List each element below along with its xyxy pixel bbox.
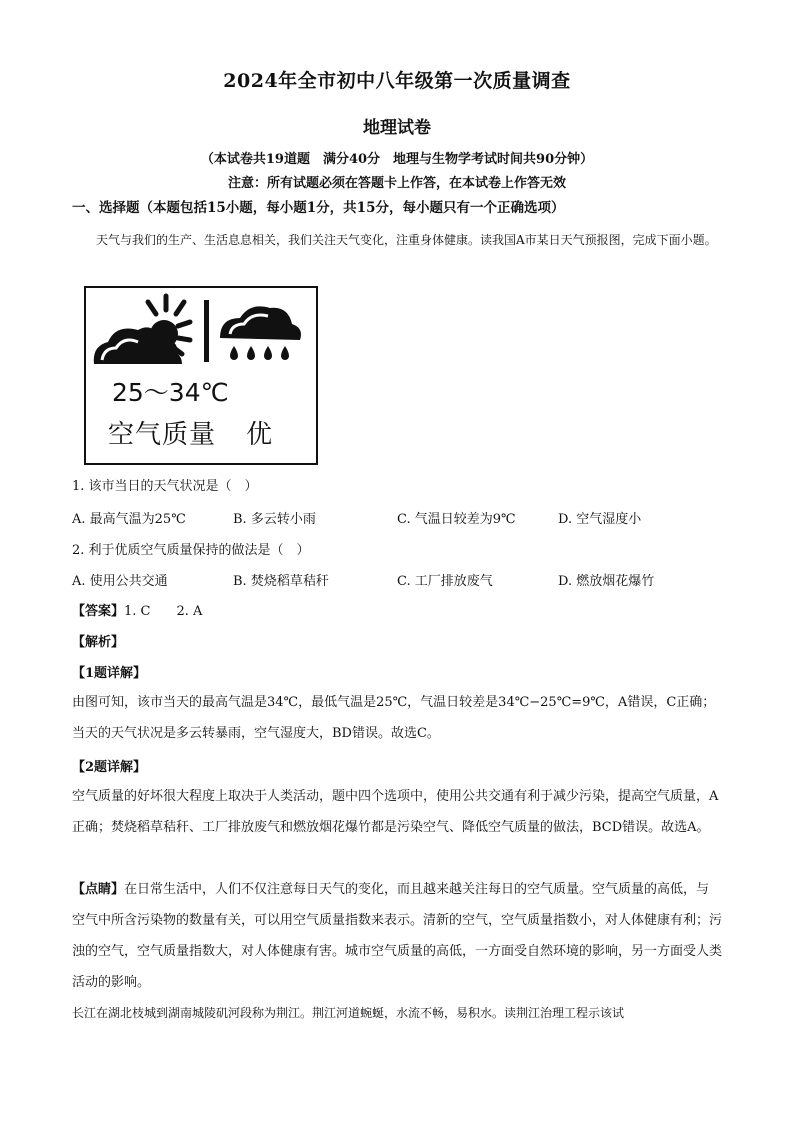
answer-line <box>72 600 722 619</box>
tip-label: 【点睛】 <box>72 882 125 897</box>
question-2-option-d: D. 燃放烟花爆竹 <box>558 574 655 589</box>
sun-behind-cloud-icon <box>94 296 190 364</box>
tip-text: 在日常生活中，人们不仅注意每日天气的变化，而且越来越关注每日的空气质量。空气质量的高低，与空气中所含污染物的数量有关，可以用空气质量指数来表示。清新的空气，空气质量指数小，对人体健康有利；污浊的空气，空气质量指数大，对人体健康有害。城市空气质量的高低，一方面受自然环境的影响，另一方面受人类活动的影响。 <box>72 882 723 990</box>
question-2-option-b: B. 焚烧稻草秸秆 <box>233 574 329 589</box>
answer-text: 1. C 2. A <box>124 604 203 619</box>
exam-title: 2024年全市初中八年级第一次质量调查 <box>223 70 571 92</box>
question-1-stem: 1. 该市当日的天气状况是（ ） <box>72 479 258 494</box>
answer-label: 【答案】 <box>72 604 125 619</box>
question-1-option-a: A. 最高气温为25℃ <box>72 512 186 527</box>
divider-bar <box>204 300 209 362</box>
air-quality-grade: 优 <box>246 420 274 450</box>
section-intro: 天气与我们的生产、生活息息相关，我们关注天气变化，注重身体健康。读我国A市某日天气预报图，完成下面小题。 <box>96 233 717 247</box>
question-1-option-d: D. 空气湿度小 <box>558 512 642 527</box>
analysis-label: 【解析】 <box>72 635 125 650</box>
temperature-range: 25～34℃ <box>112 378 229 407</box>
tip-paragraph <box>72 874 722 998</box>
next-question-intro: 长江在湖北枝城到湖南城陵矶河段称为荆江。荆江河道蜿蜒，水流不畅，易积水。读荆江治理工程示该试 <box>72 1006 625 1020</box>
question-1-option-c: C. 气温日较差为9℃ <box>397 512 516 527</box>
weather-forecast-card <box>84 286 318 465</box>
question-2-stem: 2. 利于优质空气质量保持的做法是（ ） <box>72 543 310 558</box>
question-1-option-b: B. 多云转小雨 <box>233 512 316 527</box>
detail-1-text: 由图可知，该市当天的最高气温是34℃，最低气温是25℃，气温日较差是34℃−25℃=9℃，A错误，C正确；当天的天气状况是多云转暴雨，空气湿度大，BD错误。故选C。 <box>72 695 716 741</box>
question-2-option-a: A. 使用公共交通 <box>72 574 168 589</box>
air-quality-label: 空气质量 <box>108 420 217 450</box>
exam-info: （本试卷共19道题 满分40分 地理与生物学考试时间共90分钟） <box>200 152 594 167</box>
exam-subtitle: 地理试卷 <box>363 118 431 138</box>
detail-2-text: 空气质量的好坏很大程度上取决于人类活动，题中四个选项中，使用公共交通有利于减少污染，提高空气质量，A正确；焚烧稻草秸秆、工厂排放废气和燃放烟花爆竹都是污染空气、降低空气质量的做法，BCD错误。故选A。 <box>72 789 719 835</box>
cloud-rain-icon <box>220 306 301 360</box>
question-2-option-c: C. 工厂排放废气 <box>397 574 493 589</box>
air-quality-row <box>108 414 273 451</box>
detail-2-label: 【2题详解】 <box>72 760 147 775</box>
detail-1-label: 【1题详解】 <box>72 666 147 681</box>
section-heading: 一、选择题（本题包括15小题，每小题1分，共15分，每小题只有一个正确选项） <box>72 200 565 216</box>
exam-notice: 注意：所有试题必须在答题卡上作答，在本试卷上作答无效 <box>227 176 566 191</box>
